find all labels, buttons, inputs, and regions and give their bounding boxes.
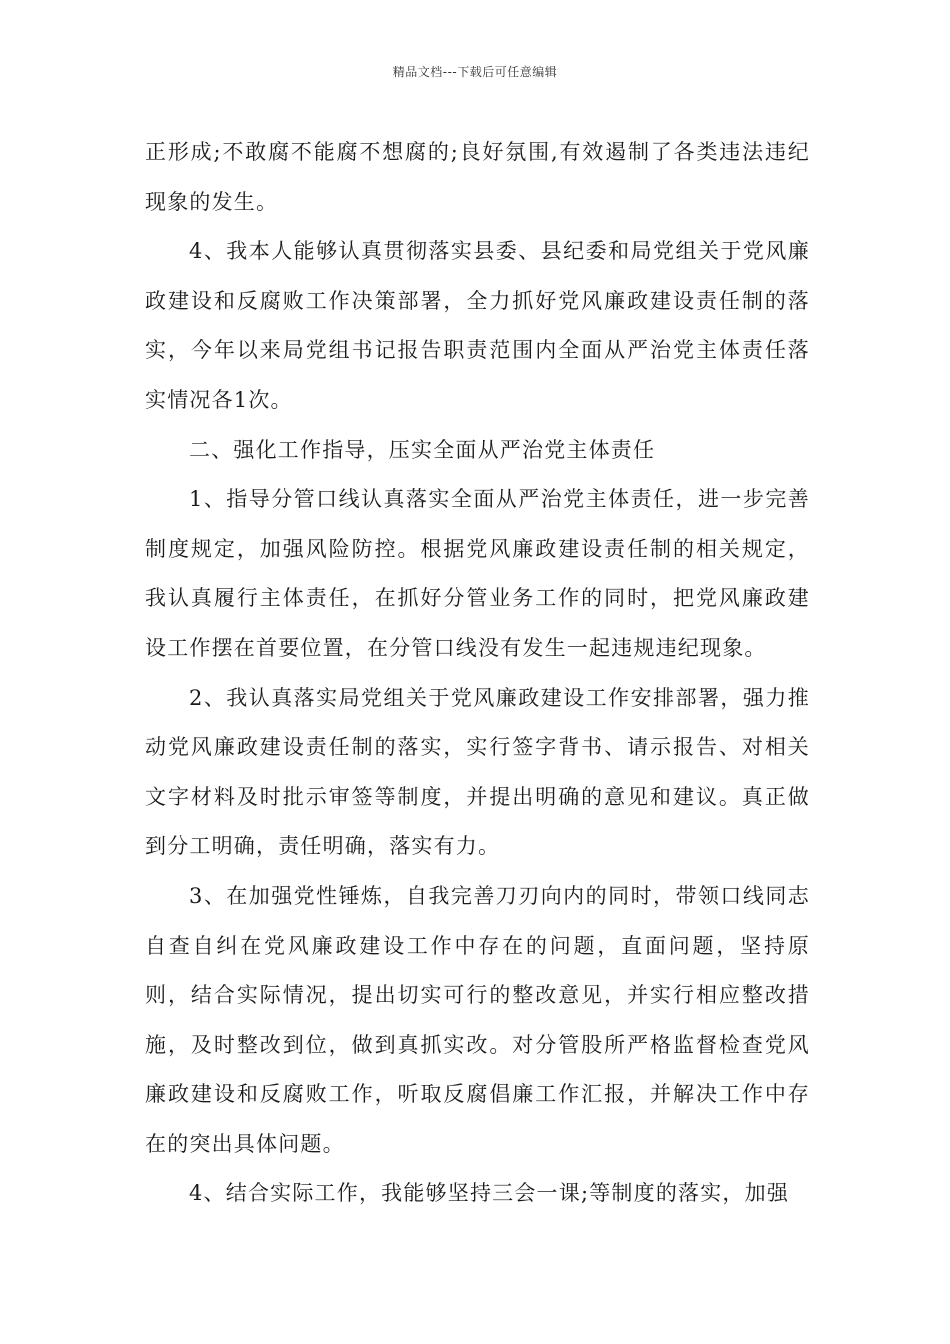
paragraph-item-3-self-inspection: 3、在加强党性锤炼，自我完善刀刃向内的同时，带领口线同志自查自纠在党风廉政建设工作中存在的问题，直面问题，坚持原则，结合实际情况，提出切实可行的整改意见，并实行相应整改措施，及时整改到位，做到真抓实改。对分管股所严格监督检查党风廉政建设和反腐败工作，听取反腐倡廉工作汇报，并解决工作中存在的突出具体问题。 [145, 883, 810, 1156]
paragraph-item-4-practice: 4、结合实际工作，我能够坚持三会一课;等制度的落实，加强 [189, 1181, 790, 1206]
paragraph-continuation: 正形成;不敢腐不能腐不想腐的;良好氛围,有效遏制了各类违法违纪现象的发生。 [145, 140, 810, 214]
paragraph-item-2-implementation: 2、我认真落实局党组关于党风廉政建设工作安排部署，强力推动党风廉政建设责任制的落实，实行签字背书、请示报告、对相关文字材料及时批示审签等制度，并提出明确的意见和建议。真正做到分工明确，责任明确，落实有力。 [145, 685, 810, 859]
paragraph-item-4-responsibility: 4、我本人能够认真贯彻落实县委、县纪委和局党组关于党风廉政建设和反腐败工作决策部署，全力抓好党风廉政建设责任制的落实，今年以来局党组书记报告职责范围内全面从严治党主体责任落实情况各1次。 [145, 239, 810, 412]
paragraph-item-1-guidance: 1、指导分管口线认真落实全面从严治党主体责任，进一步完善制度规定，加强风险防控。根据党风廉政建设责任制的相关规定，我认真履行主体责任，在抓好分管业务工作的同时，把党风廉政建设工作摆在首要位置，在分管口线没有发生一起违规违纪现象。 [145, 487, 810, 660]
page-header: 精品文档---下载后可任意编辑 [392, 65, 558, 79]
section-heading-2: 二、强化工作指导，压实全面从严治党主体责任 [189, 437, 656, 462]
document-body [145, 128, 810, 1219]
